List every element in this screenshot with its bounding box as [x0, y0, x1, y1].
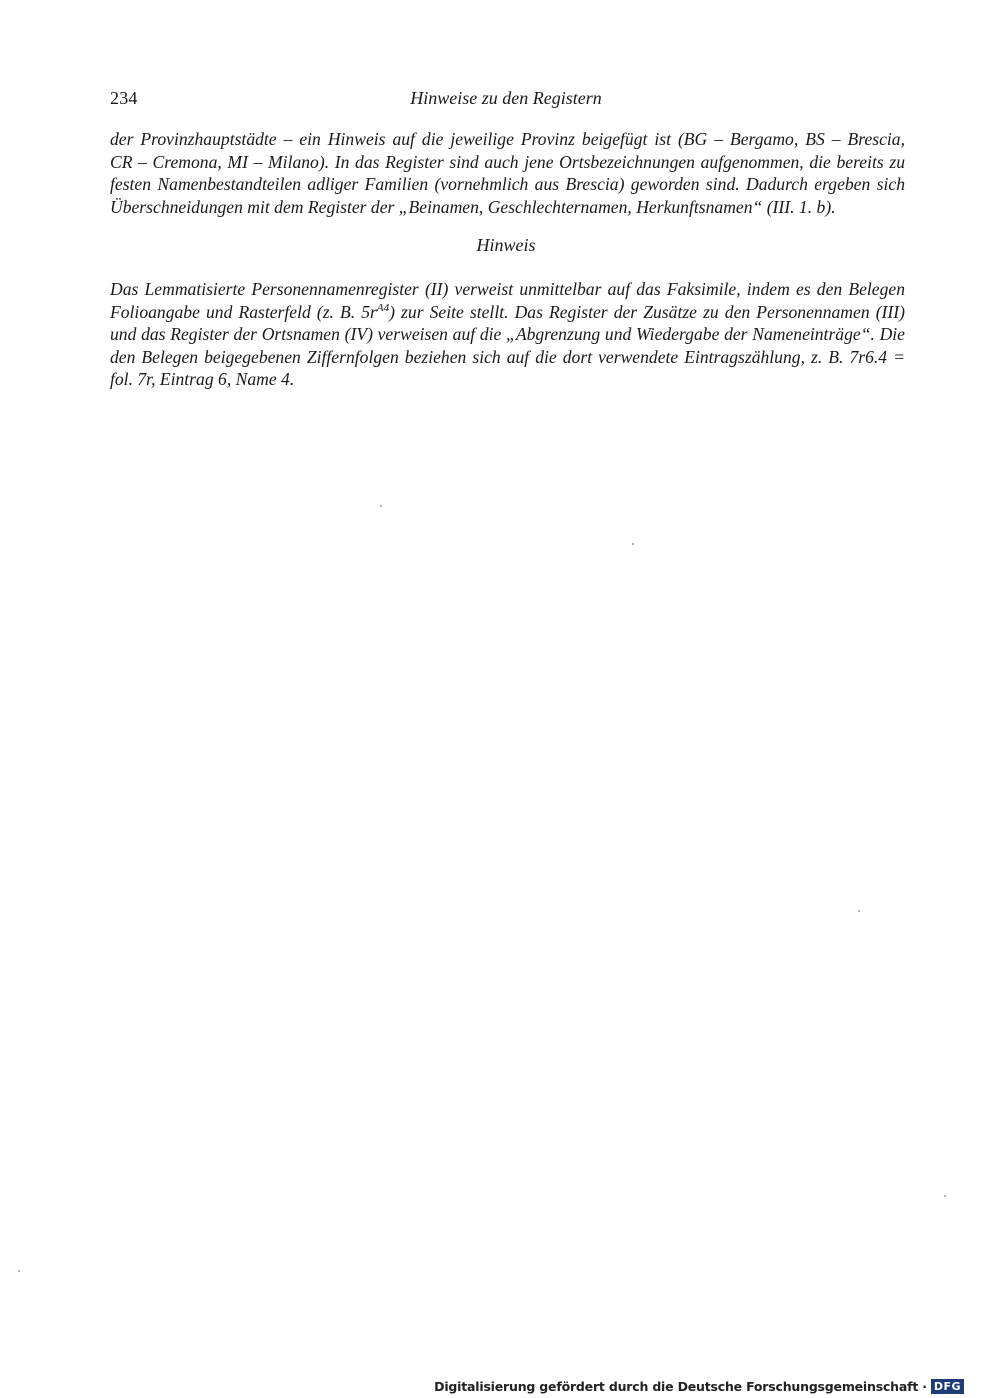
- scan-speck: [380, 505, 382, 507]
- intro-line-1: der Provinzhauptstädte – ein Hinweis auf die jeweilige Provinz beigefügt ist (BG – Bergamo, BS – Brescia,: [110, 129, 905, 149]
- running-title: Hinweise zu den Registern: [410, 88, 602, 108]
- hinweis-line-3: und das Register der Ortsnamen (IV) verweisen auf die „Abgrenzung und Wiedergabe der Nameneinträge“. Die: [110, 324, 905, 344]
- intro-line-2: CR – Cremona, MI – Milano). In das Register sind auch jene Ortsbezeichnungen aufgenommen, die bereits zu: [110, 151, 905, 172]
- scan-speck: [632, 543, 634, 545]
- page-number: 234: [110, 88, 138, 108]
- section-heading: Hinweis: [476, 235, 536, 255]
- hinweis-line-1: Das Lemmatisierte Personennamenregister (II) verweist unmittelbar auf das Faksimile, indem es den Belegen: [110, 279, 905, 299]
- scan-speck: [18, 1270, 20, 1272]
- hinweis-paragraph: [110, 278, 905, 391]
- digitization-credit: [434, 1379, 964, 1394]
- hinweis-line-2: [110, 301, 905, 324]
- scan-speck: [944, 1195, 946, 1197]
- credit-text: Digitalisierung gefördert durch die Deutsche Forschungsgemeinschaft ·: [434, 1379, 927, 1394]
- dfg-logo: DFG: [931, 1379, 964, 1394]
- hinweis-line-2-end: ) zur Seite stellt. Das Register der Zusätze zu den Personennamen (III): [389, 301, 905, 322]
- hinweis-line-5: fol. 7r, Eintrag 6, Name 4.: [110, 369, 295, 389]
- intro-line-4: Überschneidungen mit dem Register der „Beinamen, Geschlechternamen, Herkunftsnamen“ (III. 1. b).: [110, 196, 836, 217]
- raster-superscript: A4: [376, 301, 390, 314]
- intro-line-3: festen Namenbestandteilen adliger Familien (vornehmlich aus Brescia) geworden sind. Dadurch ergeben sich: [110, 174, 905, 194]
- intro-paragraph: [110, 128, 905, 218]
- hinweis-line-4: den Belegen beigegebenen Ziffernfolgen beziehen sich auf die dort verwendete Eintragszählung, z. B. 7r6.4 =: [110, 346, 905, 367]
- scan-speck: [858, 910, 860, 912]
- hinweis-line-2-start: Folioangabe und Rasterfeld (z. B. 5r: [110, 301, 377, 322]
